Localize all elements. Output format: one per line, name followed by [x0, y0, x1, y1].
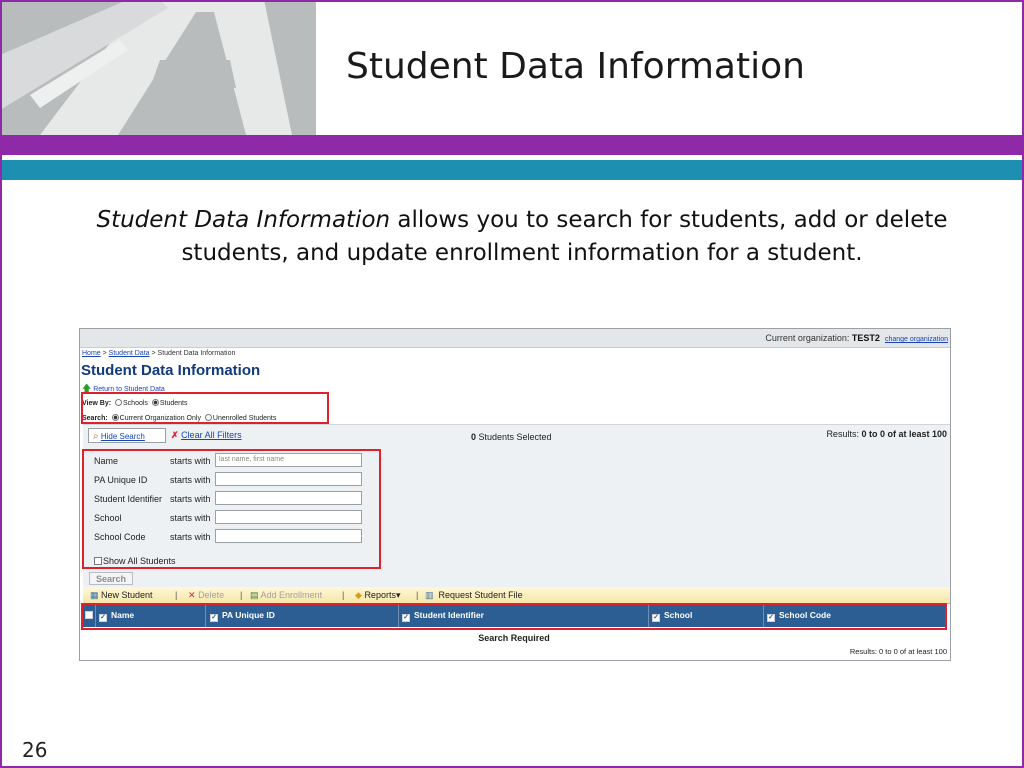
view-by-students-label: Students [159, 400, 188, 407]
request-file-icon: ▥ [425, 590, 434, 600]
breadcrumb-current: Student Data Information [157, 350, 236, 357]
unenrolled-students-radio[interactable] [205, 414, 212, 421]
current-org-only-radio[interactable] [112, 414, 119, 421]
hide-search-label: Hide Search [100, 432, 145, 441]
school-input[interactable] [215, 510, 362, 524]
column-toggle-checkbox[interactable]: ✓ [768, 614, 774, 621]
action-bar [83, 587, 950, 604]
unenrolled-students-label: Unenrolled Students [212, 415, 277, 422]
name-input[interactable]: last name, first name [215, 453, 362, 467]
intro-text [60, 204, 984, 270]
results-grid-header [83, 605, 945, 627]
action-separator: | [342, 590, 345, 600]
column-header-student-identifier[interactable] [402, 610, 484, 622]
results-value: 0 to 0 of at least 100 [861, 429, 947, 439]
filter-operator: starts with [170, 513, 211, 523]
students-selected [471, 432, 552, 442]
column-label: Student Identifier [414, 610, 484, 620]
view-by-students-radio[interactable] [152, 399, 159, 406]
filter-operator: starts with [170, 456, 211, 466]
org-label: Current organization: [765, 333, 850, 343]
selected-count: 0 [471, 432, 477, 442]
filter-operator: starts with [170, 532, 211, 542]
request-student-file-action[interactable] [425, 590, 523, 601]
add-enrollment-action[interactable] [250, 590, 322, 601]
app-topbar [80, 329, 950, 348]
page-heading: Student Data Information [81, 362, 261, 379]
column-toggle-checkbox[interactable]: ✓ [403, 614, 409, 621]
change-organization-link[interactable]: change organization [884, 336, 948, 343]
column-label: PA Unique ID [222, 610, 275, 620]
logo [0, 0, 316, 135]
column-toggle-checkbox[interactable]: ✓ [653, 614, 659, 621]
column-label: School Code [779, 610, 831, 620]
filter-label: Name [94, 456, 119, 466]
breadcrumb-student-data[interactable]: Student Data [108, 350, 150, 357]
hide-search-button[interactable] [88, 428, 166, 443]
search-toolbar [83, 424, 950, 449]
school-code-input[interactable] [215, 529, 362, 543]
reports-icon: ◆ [355, 590, 362, 600]
reports-menu[interactable] [355, 590, 400, 601]
return-to-student-data[interactable] [82, 381, 165, 397]
page-number: 26 [22, 738, 48, 762]
view-by-label: View By: [82, 400, 112, 407]
intro-body: allows you to search for students, add or delete students, and update enrollment information for a student. [181, 207, 948, 266]
slide-title: Student Data Information [346, 46, 805, 87]
breadcrumb-home[interactable]: Home [82, 350, 101, 357]
header-band-teal [0, 160, 1024, 180]
org-value: TEST2 [851, 333, 880, 343]
action-separator: | [416, 590, 419, 600]
search-button[interactable]: Search [89, 572, 133, 585]
logo-graphic [0, 0, 316, 135]
column-header-name[interactable] [99, 610, 134, 622]
header-band-purple [0, 135, 1024, 155]
up-arrow-icon: 🡅 [82, 383, 92, 393]
breadcrumb [82, 350, 235, 357]
view-by-row [82, 396, 276, 411]
action-separator: | [240, 590, 243, 600]
return-link[interactable]: Return to Student Data [93, 386, 165, 393]
filter-label: Student Identifier [94, 494, 163, 504]
view-by-schools-label: Schools [123, 400, 148, 407]
view-options [82, 396, 276, 426]
results-label: Results: [826, 429, 862, 439]
show-all-students-checkbox[interactable] [94, 557, 102, 565]
column-label: School [664, 610, 693, 620]
column-header-school[interactable] [652, 610, 692, 622]
show-all-students-label: Show All Students [103, 556, 176, 566]
filter-label: School Code [94, 532, 146, 542]
add-enrollment-label: Add Enrollment [260, 590, 323, 600]
column-label: Name [111, 610, 135, 620]
filter-operator: starts with [170, 494, 211, 504]
results-summary-top [826, 429, 947, 439]
delete-label: Delete [198, 590, 225, 600]
clear-all-filters-label: Clear All Filters [181, 430, 242, 440]
request-file-label: Request Student File [438, 590, 523, 600]
column-header-pa-unique-id[interactable] [210, 610, 275, 622]
clear-all-filters[interactable] [171, 430, 242, 441]
view-by-schools-radio[interactable] [115, 399, 122, 406]
new-student-action[interactable] [90, 590, 153, 601]
search-mode-label: Search: [82, 415, 108, 422]
student-identifier-input[interactable] [215, 491, 362, 505]
breadcrumb-separator: > [100, 350, 109, 357]
delete-icon: ✕ [188, 590, 196, 600]
pa-unique-id-input[interactable] [215, 472, 362, 486]
filter-label: School [94, 513, 122, 523]
delete-action[interactable] [188, 590, 224, 601]
filter-label: PA Unique ID [94, 475, 148, 485]
action-separator: | [175, 590, 178, 600]
column-header-school-code[interactable] [767, 610, 831, 622]
new-student-icon: ▦ [90, 590, 99, 600]
search-required-message: Search Required [478, 633, 550, 643]
app-screenshot [79, 328, 951, 661]
magnifier-icon: ⌕ [93, 431, 99, 442]
search-filters [83, 447, 950, 587]
breadcrumb-separator: > [149, 350, 158, 357]
filter-operator: starts with [170, 475, 211, 485]
column-toggle-checkbox[interactable]: ✓ [211, 614, 217, 621]
new-student-label: New Student [101, 590, 153, 600]
show-all-students[interactable] [94, 556, 176, 566]
intro-emphasis: Student Data Information [96, 207, 391, 233]
current-organization [765, 333, 948, 343]
current-org-only-label: Current Organization Only [119, 415, 201, 422]
reports-label: Reports▾ [364, 590, 401, 600]
selected-text: Students Selected [476, 432, 552, 442]
clear-filter-icon: ✗ [171, 430, 179, 440]
add-enrollment-icon: ▤ [250, 590, 259, 600]
column-toggle-checkbox[interactable]: ✓ [100, 614, 106, 621]
results-summary-bottom: Results: 0 to 0 of at least 100 [849, 647, 947, 656]
